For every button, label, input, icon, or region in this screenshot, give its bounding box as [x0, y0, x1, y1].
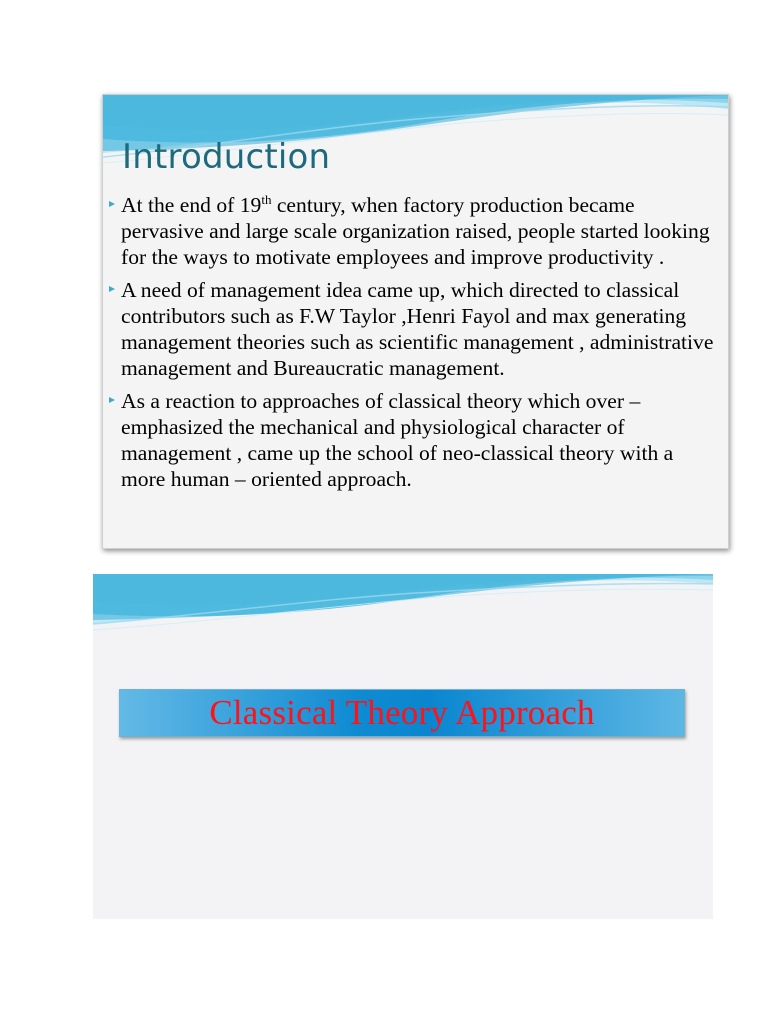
bullet-arrow-icon — [109, 286, 115, 292]
ordinal-suffix: th — [261, 192, 272, 207]
bullet-text-continued: century, when factory production became pervasive and large scale organization raised, people started looking for the ways to motivate employees and improve productivity . — [121, 193, 710, 269]
bullet-arrow-icon — [109, 201, 115, 207]
slide-classical-theory — [93, 574, 713, 919]
bullet-text: A need of management idea came up, which directed to classical contributors such as F.W Taylor ,Henri Fayol and max generating management theories such as scientific management , administrative management and Bureaucratic management. — [121, 278, 714, 380]
section-title-bar — [119, 689, 685, 737]
bullet-item — [109, 192, 721, 270]
slide-title: Introduction — [122, 137, 331, 177]
bullet-list — [109, 192, 721, 499]
header-wave-decoration — [93, 574, 713, 664]
slide-introduction — [102, 94, 729, 549]
bullet-text: At the end of 19 — [121, 193, 262, 217]
bullet-item — [109, 388, 721, 492]
bullet-arrow-icon — [109, 397, 115, 403]
section-title: Classical Theory Approach — [209, 693, 595, 732]
bullet-item — [109, 277, 721, 381]
bullet-text: As a reaction to approaches of classical theory which over – emphasized the mechanical and physiological character of management , came up the school of neo-classical theory with a more human – oriented approach. — [121, 389, 674, 491]
